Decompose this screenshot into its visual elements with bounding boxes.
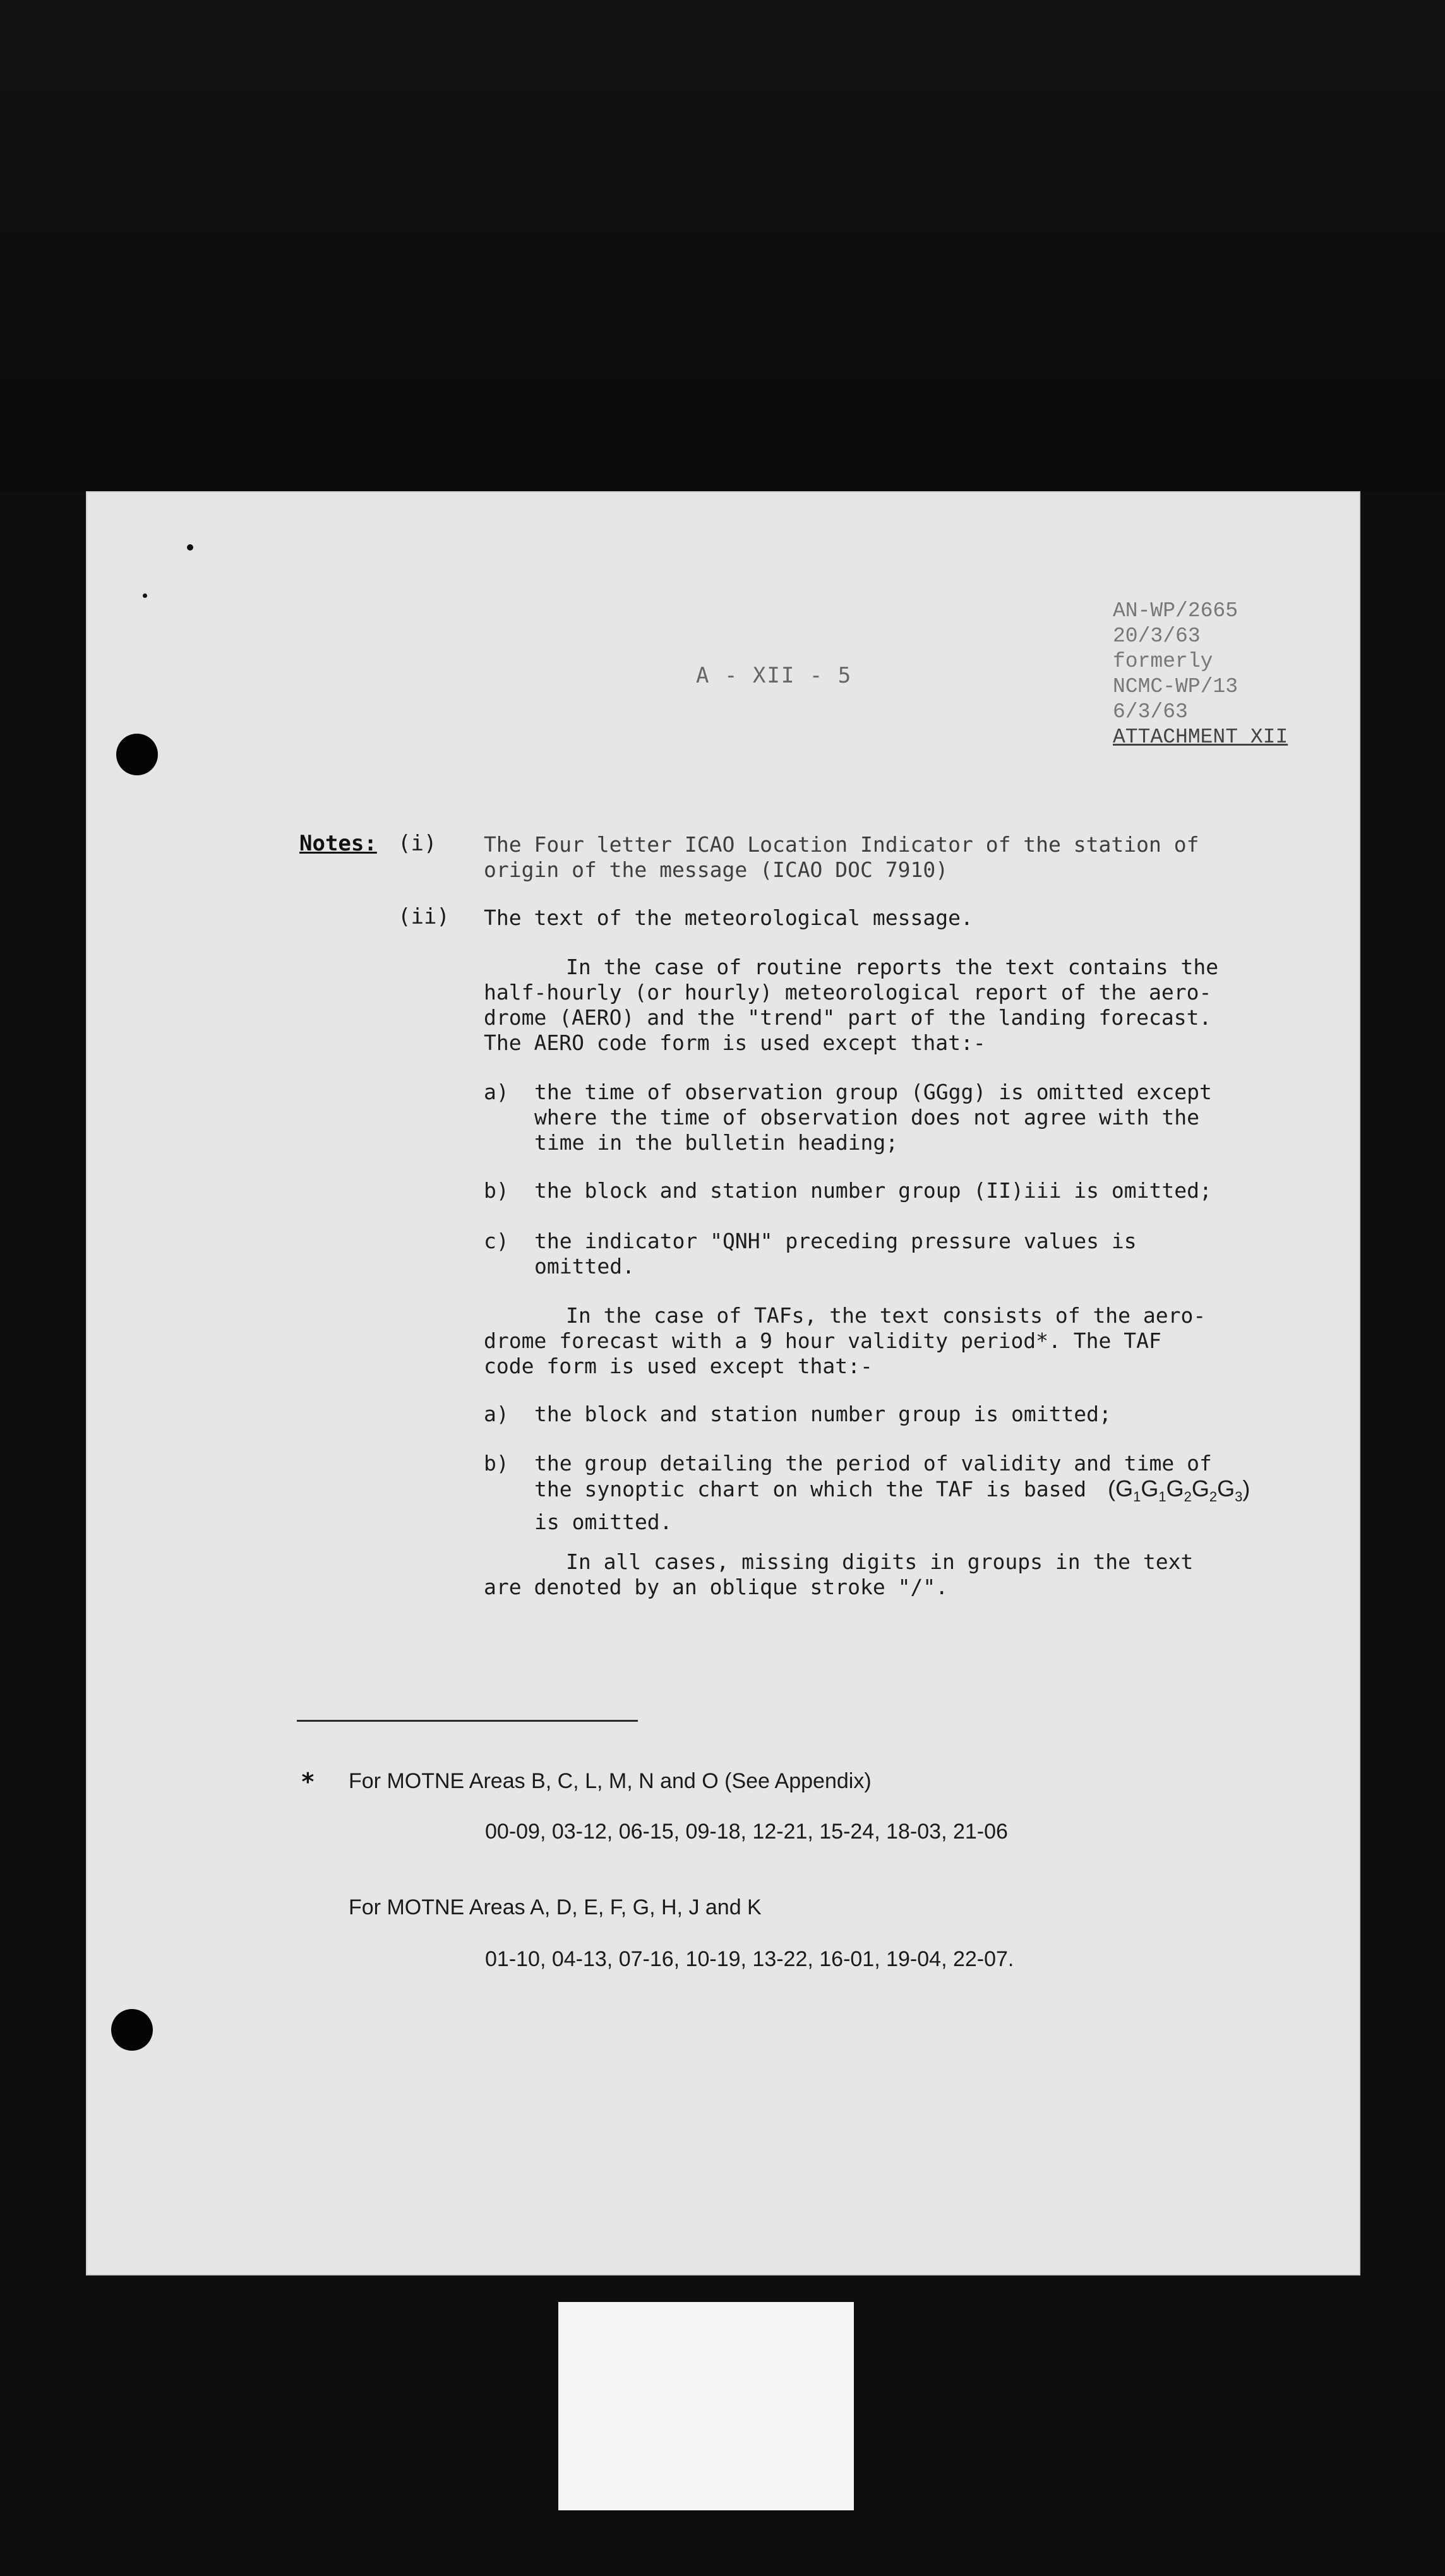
item-letter: a) <box>484 1080 509 1104</box>
footnote-star: * <box>301 1768 315 1796</box>
text-line: The text of the meteorological message. <box>484 905 973 930</box>
text-line: The AERO code form is used except that:- <box>484 1030 986 1055</box>
item-letter: b) <box>484 1451 509 1476</box>
punch-hole-bottom <box>111 2009 153 2051</box>
all-cases-paragraph <box>484 1549 1330 1600</box>
item-letter: b) <box>484 1178 509 1203</box>
footnote-divider <box>297 1720 638 1722</box>
page-number: A - XII - 5 <box>696 663 853 688</box>
footnote-group2-values: 01-10, 04-13, 07-16, 10-19, 13-22, 16-01, 19-04, 22-07. <box>485 1947 1014 1971</box>
text-line: the block and station number group (II)iii is omitted; <box>534 1178 1212 1203</box>
taf-intro <box>484 1303 1330 1379</box>
note-i-text <box>484 832 1330 883</box>
text-line: time in the bulletin heading; <box>534 1130 899 1155</box>
text-line: half-hourly (or hourly) meteorological report of the aero- <box>484 980 1212 1005</box>
ink-speck <box>143 593 147 598</box>
stamp-line: 6/3/63 <box>1113 700 1188 724</box>
footnote-group2-label: For MOTNE Areas A, D, E, F, G, H, J and K <box>349 1895 762 1919</box>
text-line: code form is used except that:- <box>484 1354 873 1378</box>
text-line: In all cases, missing digits in groups in the text <box>566 1549 1194 1574</box>
routine-item-c <box>484 1229 1330 1279</box>
taf-item-a <box>484 1402 1330 1427</box>
punch-hole-top <box>116 734 158 775</box>
text-line: The Four letter ICAO Location Indicator of the station of <box>484 832 1199 857</box>
text-line: where the time of observation does not agree with the <box>534 1105 1199 1130</box>
text-line: origin of the message (ICAO DOC 7910) <box>484 857 949 882</box>
stamp-line: 20/3/63 <box>1113 624 1201 648</box>
text-line: the time of observation group (GGgg) is omitted except <box>534 1080 1212 1104</box>
stamp-line: AN-WP/2665 <box>1113 599 1238 623</box>
blank-card <box>558 2302 854 2510</box>
text-line: In the case of TAFs, the text consists of the aero- <box>566 1303 1206 1328</box>
routine-item-b <box>484 1178 1330 1203</box>
note-number-ii: (ii) <box>398 904 450 929</box>
footnote-group1-values: 00-09, 03-12, 06-15, 09-18, 12-21, 15-24, 18-03, 21-06 <box>485 1820 1008 1844</box>
document-page <box>86 491 1360 2275</box>
item-letter: a) <box>484 1402 509 1426</box>
text-segment: the synoptic chart on which the TAF is based <box>534 1477 1087 1501</box>
reference-stamp <box>1113 599 1321 750</box>
group-formula <box>1108 1476 1250 1505</box>
item-letter: c) <box>484 1229 509 1253</box>
text-line: the group detailing the period of validity and time of <box>534 1451 1212 1476</box>
text-line: drome forecast with a 9 hour validity period*. The TAF <box>484 1328 1161 1353</box>
note-number-i: (i) <box>398 831 437 856</box>
film-background <box>0 0 1445 492</box>
text-line: drome (AERO) and the "trend" part of the landing forecast. <box>484 1005 1212 1030</box>
taf-item-b <box>484 1451 1330 1535</box>
text-line: are denoted by an oblique stroke "/". <box>484 1575 949 1599</box>
ink-speck <box>187 544 193 551</box>
stamp-line: formerly <box>1113 650 1213 673</box>
note-ii-text <box>484 905 1330 931</box>
text-line: the block and station number group is omitted; <box>534 1402 1112 1426</box>
text-line: is omitted. <box>534 1510 673 1535</box>
text-line <box>534 1476 1330 1510</box>
formula-text: $(G_1G_1G_2G_2G_3)$ <box>1108 1476 1250 1505</box>
stamp-line: ATTACHMENT XII <box>1113 725 1288 749</box>
stamp-line: NCMC-WP/13 <box>1113 675 1238 698</box>
text-line: the indicator "QNH" preceding pressure values is <box>534 1229 1137 1253</box>
text-line: In the case of routine reports the text contains the <box>566 955 1219 979</box>
routine-item-a <box>484 1080 1330 1155</box>
footnote-group1-label: For MOTNE Areas B, C, L, M, N and O (See Appendix) <box>349 1769 872 1793</box>
routine-intro <box>484 955 1330 1056</box>
text-line: omitted. <box>534 1254 635 1279</box>
notes-label: Notes: <box>299 831 377 856</box>
